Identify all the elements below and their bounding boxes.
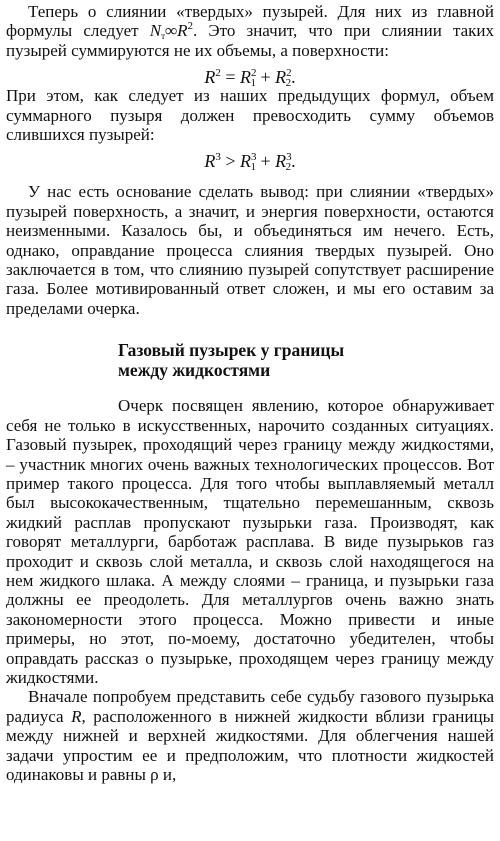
math-symbol: R [71,706,82,726]
paragraph-essay-intro: Очерк посвящен явлению, которое обнаруживает себя не только в искусственных, нарочито созданных ситуациях. Газовый пузырек, проходящий через границу между жидкостями, – участник многих очень важных технологических процессов. Вот пример такого процесса. Для того чтобы выплавляемый металл был высококачественным, тщательно перемешанным, сквозь жидкий расплав пропускают пузырьки газа. Производят, как говорят металлурги, барботаж расплава. В виде пузырьков газ проходит и сквозь слой металла, и сквозь слой находящегося на нем жидкого шлака. А между слоями – граница, и пузырьки газа должны ее преодолеть. Для металлургов очень важно знать закономерности этого процесса. Можно привести и иные примеры, но этот, по-моему, достаточно убедителен, чтобы оправдать рассказ о пузырьке, проходящем через границу между жидкостями. [6,396,494,687]
math-exponent: 2 [187,20,194,33]
spacer [6,170,494,182]
formula-surface-sum [6,60,494,90]
math-exponent: 3 [215,151,221,164]
math-operator: + [256,151,276,172]
math-subscript: т [161,31,165,42]
section-heading [6,340,494,380]
math-operator: > [220,151,240,172]
math-symbol: R [204,67,216,88]
paragraph-conclusion: У нас есть основание сделать вывод: при слиянии «твердых» пузырей поверхность, а значит, и энергия поверхности, остаются неизменными. Казалось бы, и объединяться им нечего. Есть, однако, оправдание процесса слияния твердых пузырей. Оно заключается в том, что слиянию пузырей сопутствует расширение газа. Более мотивированный ответ сложен, и мы его оставим за пределами очерка. [6,182,494,318]
paragraph-text: Вначале попробуем представить себе судьбу газового пузырька радиуса [6,687,494,726]
paragraph-text: , расположенного в нижней жидкости вблизи границы между нижней и верхней жидкостями. Для облегчения нашей задачи упростим ее и предположим, что плотности жидкостей одинаковы и равны ρ и, [6,706,494,784]
math-subscript: 1 [250,161,256,174]
math-subscript: 1 [250,77,256,90]
math-operator: + [256,67,276,88]
paragraph-text: . Это значит, что при слиянии таких пузырей суммируются не их объемы, а поверхности: [6,21,494,60]
math-operator: = [220,67,240,88]
math-exponent: 2 [286,67,292,80]
math-symbol: R [240,67,251,88]
math-n-proportional-r2 [150,21,193,40]
math-subscript: 2 [285,161,292,174]
math-symbol: R [177,21,188,41]
formula-volume-inequality [6,144,494,174]
paragraph-volume: При этом, как следует из наших предыдущих формул, объем суммарного пузыря должен превосходить сумму объемов слившихся пузырей: [6,86,494,145]
math-symbol: R [275,67,287,88]
math-symbol: R [240,151,251,172]
math-operator: ∞ [165,21,178,41]
math-exponent: 3 [251,151,257,164]
paragraph-solid-bubbles [6,2,494,60]
math-punctuation: . [291,151,296,172]
paragraph-bubble-radius [6,687,494,784]
math-exponent: 2 [251,67,257,80]
section-heading-line: между жидкостями [118,360,271,381]
math-exponent: 2 [215,67,221,80]
section-heading-line: Газовый пузырек у границы [118,340,345,361]
math-subscript: 2 [285,77,292,90]
paragraph-text: Теперь о слиянии «твердых» пузырей. Для них из главной формулы следует [6,2,494,41]
math-symbol: N [149,21,162,41]
math-exponent: 3 [286,151,292,164]
math-symbol: R [275,151,287,172]
math-punctuation: . [291,67,296,88]
math-symbol: R [204,151,216,172]
